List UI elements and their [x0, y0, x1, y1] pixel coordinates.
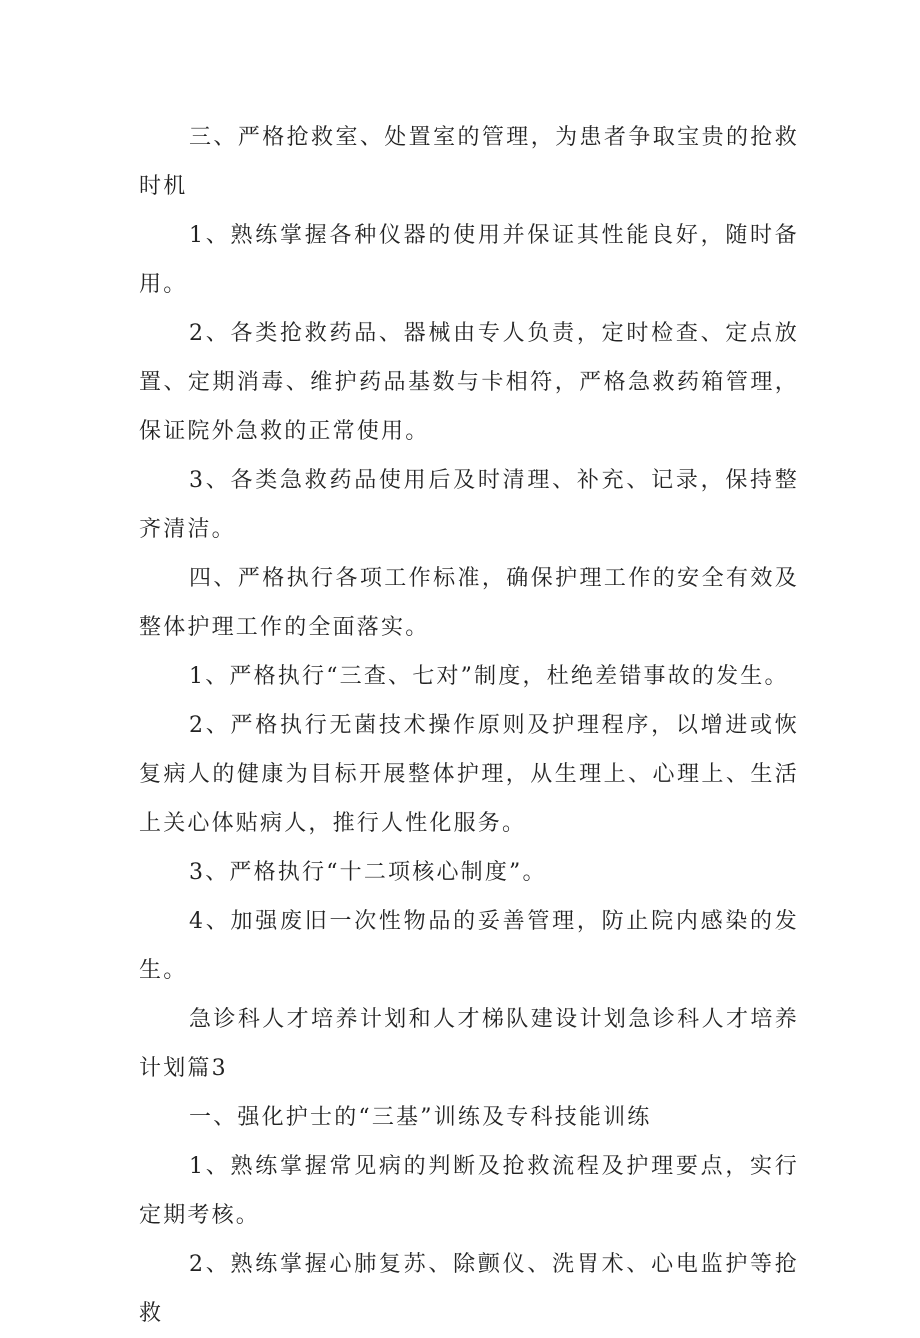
paragraph: 2、各类抢救药品、器械由专人负责，定时检查、定点放置、定期消毒、维护药品基数与卡相符，严格急救药箱管理，保证院外急救的正常使用。 — [139, 321, 799, 444]
paragraph: 1、熟练掌握常见病的判断及抢救流程及护理要点，实行定期考核。 — [139, 1154, 799, 1228]
paragraph: 2、熟练掌握心肺复苏、除颤仪、洗胃术、心电监护等抢救 — [139, 1252, 799, 1326]
section-heading-four: 四、严格执行各项工作标准，确保护理工作的安全有效及整体护理工作的全面落实。 — [139, 566, 799, 640]
paragraph: 1、熟练掌握各种仪器的使用并保证其性能良好，随时备用。 — [139, 223, 799, 297]
paragraph: 2、严格执行无菌技术操作原则及护理程序，以增进或恢复病人的健康为目标开展整体护理，从生理上、心理上、生活上关心体贴病人，推行人性化服务。 — [139, 713, 799, 836]
section-heading-one: 一、强化护士的“三基”训练及专科技能训练 — [189, 1105, 652, 1130]
section-heading-three: 三、严格抢救室、处置室的管理，为患者争取宝贵的抢救时机 — [139, 125, 799, 199]
paragraph: 1、严格执行“三查、七对”制度，杜绝差错事故的发生。 — [189, 664, 789, 689]
document-body — [139, 113, 799, 1338]
paragraph: 3、严格执行“十二项核心制度”。 — [189, 860, 547, 885]
paragraph: 4、加强废旧一次性物品的妥善管理，防止院内感染的发生。 — [139, 909, 799, 983]
paragraph: 3、各类急救药品使用后及时清理、补充、记录，保持整齐清洁。 — [139, 468, 799, 542]
article-title: 急诊科人才培养计划和人才梯队建设计划急诊科人才培养计划篇3 — [139, 1007, 799, 1081]
